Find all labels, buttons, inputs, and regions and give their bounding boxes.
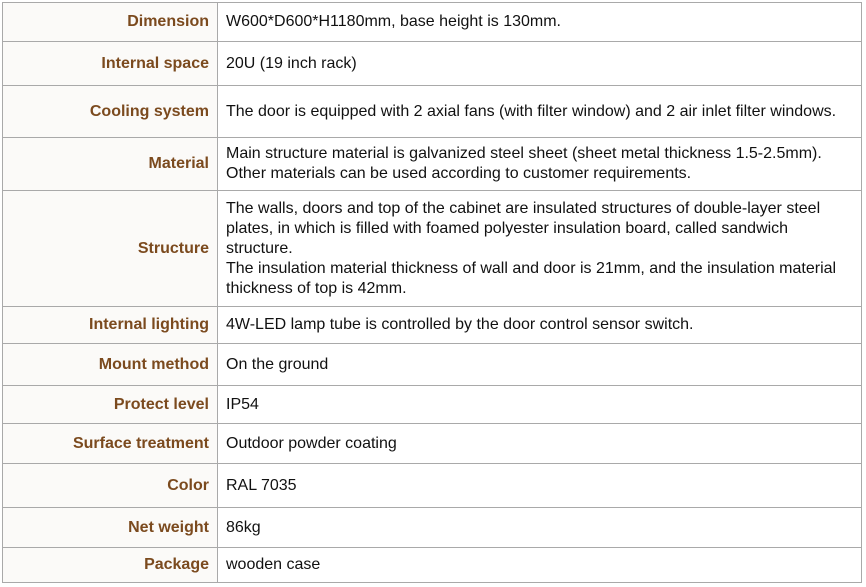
row-value: [218, 42, 862, 86]
row-label: Mount method: [3, 344, 218, 386]
row-label: Internal lighting: [3, 307, 218, 344]
row-value: [218, 344, 862, 386]
row-value: [218, 508, 862, 548]
value-text: On the ground: [226, 355, 329, 373]
row-label: Dimension: [3, 3, 218, 42]
value-text: The door is equipped with 2 axial fans (with filter window) and 2 air inlet filter windows.: [226, 102, 837, 120]
value-text: 4W-LED lamp tube is controlled by the door control sensor switch.: [226, 316, 694, 333]
table-row: [3, 344, 862, 386]
value-text: 86kg: [226, 518, 261, 536]
table-row: [3, 508, 862, 548]
table-row: [3, 138, 862, 191]
table-row: [3, 307, 862, 344]
row-label: Structure: [3, 191, 218, 307]
row-value: [218, 424, 862, 464]
row-value: [218, 548, 862, 583]
table-row: [3, 42, 862, 86]
row-value: [218, 386, 862, 424]
row-value: [218, 307, 862, 344]
value-text: wooden case: [226, 556, 321, 573]
row-value: [218, 138, 862, 191]
spec-table: [2, 2, 862, 583]
value-text: The walls, doors and top of the cabinet are insulated structures of double-layer steel plates, in which is filled with foamed polyester insulation board, called sandwich structure.: [226, 199, 821, 257]
value-text: W600*D600*H1180mm, base height is 130mm.: [226, 13, 561, 30]
table-row: [3, 424, 862, 464]
value-text: The insulation material thickness of wall and door is 21mm, and the insulation material thickness of top is 42mm.: [226, 259, 837, 297]
row-label: Internal space: [3, 42, 218, 86]
value-text: IP54: [226, 395, 259, 413]
row-label: Material: [3, 138, 218, 191]
row-label: Color: [3, 464, 218, 508]
table-row: [3, 191, 862, 307]
table-row: [3, 548, 862, 583]
row-value: [218, 464, 862, 508]
value-text: Outdoor powder coating: [226, 434, 397, 452]
row-value: [218, 3, 862, 42]
value-text: 20U (19 inch rack): [226, 54, 357, 72]
row-label: Surface treatment: [3, 424, 218, 464]
table-row: [3, 386, 862, 424]
value-text: Main structure material is galvanized steel sheet (sheet metal thickness 1.5-2.5mm). Other materials can be used according to customer requirements.: [226, 145, 822, 182]
row-label: Net weight: [3, 508, 218, 548]
row-value: [218, 86, 862, 138]
row-label: Protect level: [3, 386, 218, 424]
table-row: [3, 86, 862, 138]
row-label: Cooling system: [3, 86, 218, 138]
value-text: RAL 7035: [226, 476, 297, 494]
table-row: [3, 3, 862, 42]
table-row: [3, 464, 862, 508]
row-label: Package: [3, 548, 218, 583]
row-value: [218, 191, 862, 307]
